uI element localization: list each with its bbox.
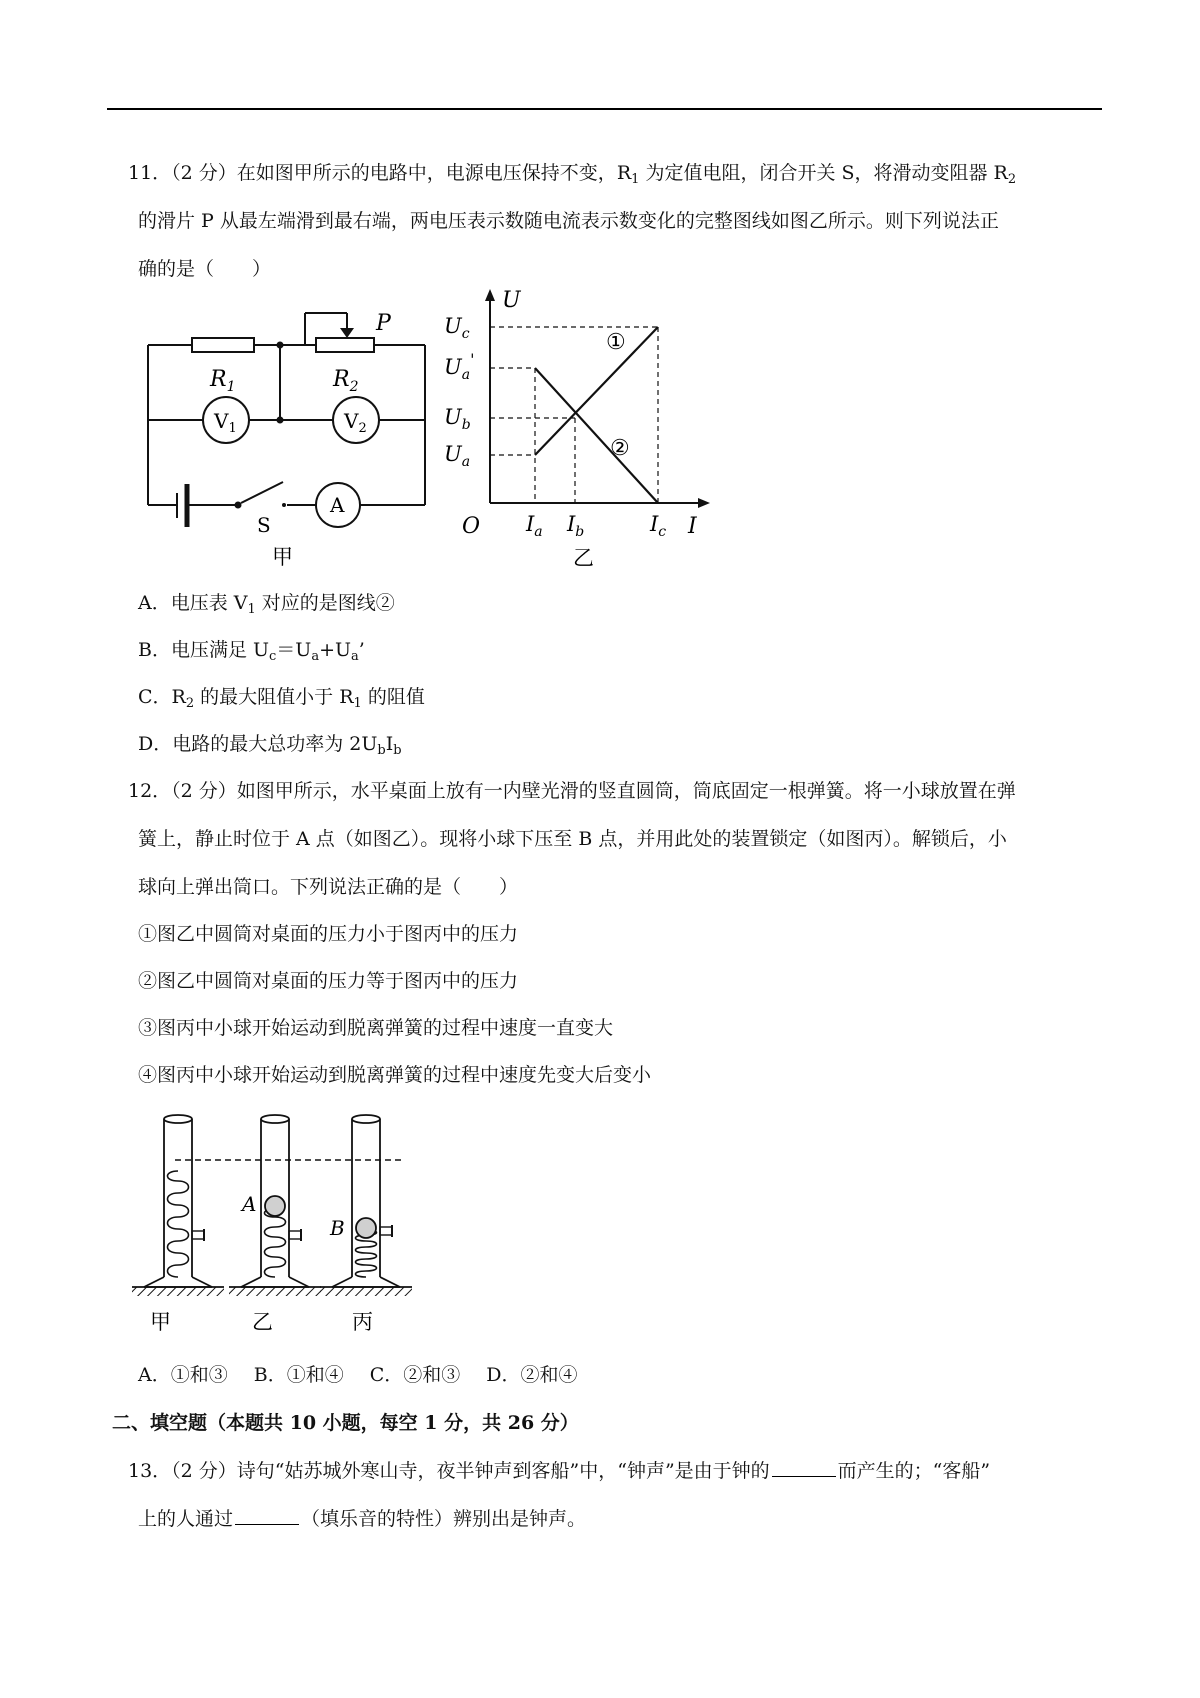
line1-marker: ① <box>606 330 626 355</box>
line2-marker: ② <box>610 436 630 461</box>
cylinder-caption-1: 甲 <box>150 1310 171 1334</box>
cylinder-caption-3: 丙 <box>352 1310 373 1334</box>
cylinder-bing <box>320 1115 412 1296</box>
circuit-r1-label: $R_1$ <box>210 367 236 395</box>
ic-label: $I_c$ <box>650 512 667 540</box>
uc-label: $U_c$ <box>444 314 470 342</box>
q12-statement-1: ①图乙中圆筒对桌面的压力小于图丙中的压力 <box>138 923 519 945</box>
spring-cylinders-diagram <box>130 1105 450 1340</box>
v1-label: $V_1$ <box>214 409 237 436</box>
q11-option-b: B．电压满足 $U_c=U_a+U_a$’ <box>138 639 365 664</box>
slider-arrow <box>340 328 354 338</box>
r1-resistor <box>192 338 254 352</box>
ia-label: $I_a$ <box>526 512 543 540</box>
ub-label: $U_b$ <box>444 405 471 433</box>
circuit-r2-label: $R_2$ <box>333 367 359 395</box>
q13-blank-2[interactable] <box>235 1523 299 1525</box>
q12-line1: 12．（2 分）如图甲所示，水平桌面上放有一内壁光滑的竖直圆筒，筒底固定一根弹簧。将一小球放置在弹 <box>128 780 1016 802</box>
top-rule <box>107 108 1102 110</box>
ib-label: $I_b$ <box>567 512 585 540</box>
ua-prime-label: $U_a'$ <box>444 350 475 383</box>
q11-mid1: 为定值电阻，闭合开关 S，将滑动变阻器 <box>639 162 994 184</box>
q11-option-a: A．电压表 $V_1$ 对应的是图线② <box>138 592 395 617</box>
q13-line1: 13．（2 分）诗句“姑苏城外寒山寺，夜半钟声到客船”中，“钟声”是由于钟的 而产生的；“客船” <box>128 1460 991 1482</box>
q12-option-b: B．①和④ <box>253 1364 344 1386</box>
y-axis-label: U <box>502 288 521 313</box>
ammeter-label: A <box>330 493 345 517</box>
q12-options <box>138 1360 603 1387</box>
x-axis-label: I <box>688 514 697 539</box>
q11-r1: R <box>616 162 632 184</box>
r2-resistor <box>316 338 374 352</box>
q13-line2: 上的人通过 （填乐音的特性）辨别出是钟声。 <box>138 1508 587 1530</box>
q12-option-a: A．①和③ <box>138 1364 228 1386</box>
q12-line3: 球向上弹出筒口。下列说法正确的是（ ） <box>138 876 519 898</box>
point-b-label: B <box>330 1216 345 1240</box>
q12-option-d: D．②和④ <box>486 1364 578 1386</box>
q11-option-c: C．$R_2$ 的最大阻值小于 $R_1$ 的阻值 <box>138 686 425 711</box>
q11-r2-sub: 2 <box>1007 172 1017 187</box>
circuit-caption: 甲 <box>272 545 293 569</box>
q11-line1 <box>128 158 1016 185</box>
q12-option-c: C．②和③ <box>369 1364 461 1386</box>
q12-statement-2: ②图乙中圆筒对桌面的压力等于图丙中的压力 <box>138 970 519 992</box>
cylinder-caption-2: 乙 <box>252 1310 273 1334</box>
q12-statement-4: ④图丙中小球开始运动到脱离弹簧的过程中速度先变大后变小 <box>138 1064 652 1086</box>
q11-option-d: D．电路的最大总功率为 $2U_bI_b$ <box>138 733 402 758</box>
q11-r2: R <box>993 162 1008 184</box>
ball-b <box>356 1218 376 1238</box>
q11-line2: 的滑片 P 从最左端滑到最右端，两电压表示数随电流表示数变化的完整图线如图乙所示。则下列说法正 <box>138 210 999 232</box>
point-a-label: A <box>242 1192 257 1216</box>
ua-label: $U_a$ <box>444 442 471 470</box>
graph-caption: 乙 <box>573 546 594 570</box>
q11-head: 11．（2 分）在如图甲所示的电路中，电源电压保持不变， <box>128 162 617 184</box>
circuit-p-label: P <box>376 311 391 336</box>
ball-a <box>265 1196 285 1216</box>
switch-label: S <box>257 513 271 537</box>
q11-line3: 确的是（ ） <box>138 258 272 280</box>
section-2-title: 二、填空题（本题共 10 小题，每空 1 分，共 26 分） <box>112 1412 579 1434</box>
q11-r1-sub: 1 <box>631 172 640 187</box>
switch-s <box>241 482 283 503</box>
u-i-graph <box>440 285 720 575</box>
q13-blank-1[interactable] <box>772 1475 836 1477</box>
circuit-diagram <box>140 300 440 570</box>
cylinder-jia <box>132 1115 224 1296</box>
v2-label: $V_2$ <box>344 409 367 436</box>
origin-label: O <box>462 514 481 539</box>
q12-statement-3: ③图丙中小球开始运动到脱离弹簧的过程中速度一直变大 <box>138 1017 614 1039</box>
q12-line2: 簧上，静止时位于 A 点（如图乙）。现将小球下压至 B 点，并用此处的装置锁定（如图丙）。解锁后，小 <box>138 828 1007 850</box>
